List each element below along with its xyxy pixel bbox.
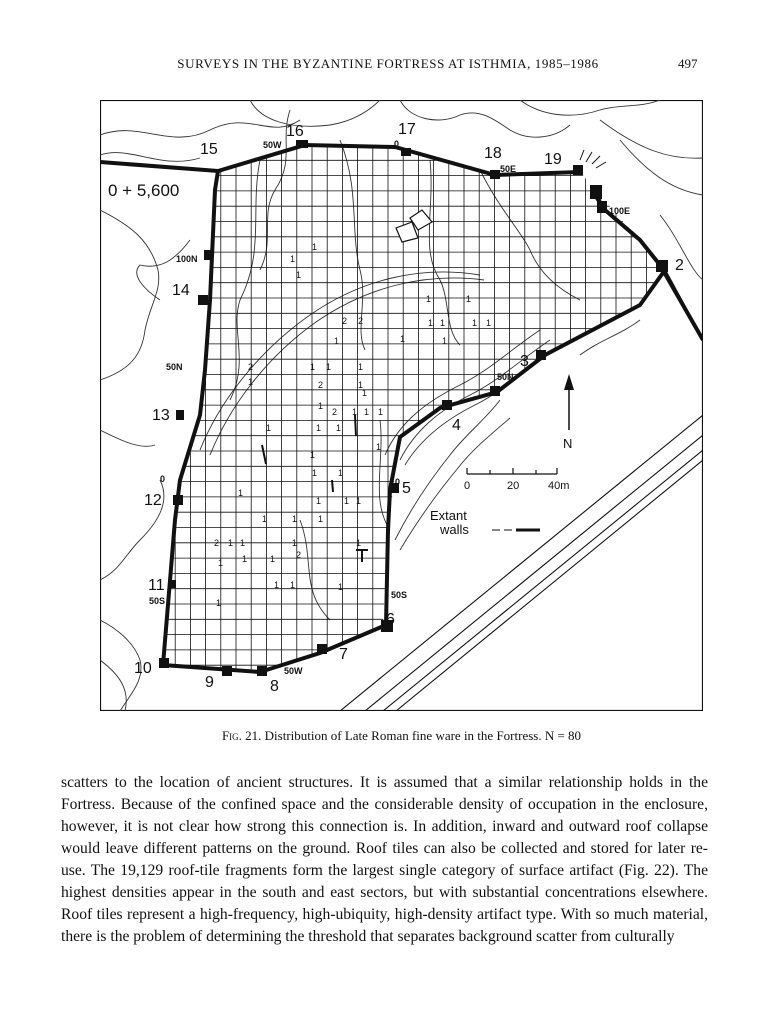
body-paragraph: scatters to the location of ancient structures. It is assumed that a similar relationship holds in the Fortress. Because of the confined space and the considerable density of occupation in the enclosure, however, it is not clear how strong this connection is. In addition, inward and outward roof collapse would leave different patterns on the ground. Roof tiles can also be collected and stored for later re-use. The 19,129 roof-tile fragments form the largest single category of surface artifact (Fig. 22). The highest densities appear in the south and east sectors, but with substantial concentrations elsewhere. Roof tiles represent a high-frequency, high-ubiquity, high-density artifact type. With so much material, there is the problem of determining the threshold that separates background scatter from culturally <box>61 774 708 945</box>
running-head: SURVEYS IN THE BYZANTINE FORTRESS AT ISTHMIA, 1985–1986 <box>177 56 599 71</box>
count-label: 1 <box>400 334 406 344</box>
label-100n: 100N <box>176 254 198 264</box>
count-label: 1 <box>296 270 302 280</box>
tower-label-12: 12 <box>144 492 162 509</box>
label-50w-bottom: 50W <box>284 666 303 676</box>
count-label: 1 <box>428 318 434 328</box>
count-label: 2 <box>296 550 302 560</box>
count-label: 1 <box>356 538 362 548</box>
caption-label: Fig. 21. <box>221 728 262 743</box>
count-label: 1 <box>376 442 382 452</box>
figure-caption <box>100 728 703 744</box>
label-50s-left: 50S <box>149 596 166 606</box>
tower-label-19: 19 <box>544 151 562 168</box>
count-label: 1 <box>228 538 234 548</box>
page-number: 497 <box>678 56 698 71</box>
label-100e: 100E <box>609 206 631 216</box>
count-label: 1 <box>312 468 318 478</box>
count-label: 1 <box>318 514 324 524</box>
count-label: 1 <box>358 380 364 390</box>
count-label: 1 <box>292 514 298 524</box>
count-label: 1 <box>356 496 362 506</box>
north-label: N <box>563 436 573 451</box>
count-label: 1 <box>216 598 222 608</box>
count-label: 1 <box>292 538 298 548</box>
count-label: 1 <box>352 407 358 417</box>
count-label: 1 <box>442 336 448 346</box>
count-label: 1 <box>362 388 368 398</box>
count-label: 1 <box>364 407 370 417</box>
count-label: 2 <box>332 407 338 417</box>
count-label: 1 <box>290 580 296 590</box>
label-50w-top: 50W <box>263 140 282 150</box>
scale-tick-40m: 40m <box>548 480 570 492</box>
label-50s-right: 50S <box>391 590 408 600</box>
tower-label-15: 15 <box>200 141 218 158</box>
caption-text: Distribution of Late Roman fine ware in the Fortress. N = 80 <box>264 728 582 743</box>
count-label: 1 <box>310 362 316 372</box>
count-label: 1 <box>472 318 478 328</box>
count-label: 2 <box>318 380 324 390</box>
count-label: 1 <box>240 538 246 548</box>
count-label: 1 <box>378 407 384 417</box>
tower-label-6: 6 <box>386 611 395 628</box>
tower-label-2: 2 <box>675 257 684 274</box>
count-label: 1 <box>316 423 322 433</box>
legend-line1: Extant <box>430 508 467 523</box>
label-50n-right: 50N <box>497 372 514 382</box>
legend-line2: walls <box>440 522 469 537</box>
tower-label-8: 8 <box>270 678 279 695</box>
count-label: 1 <box>486 318 492 328</box>
tower-label-7: 7 <box>339 646 348 663</box>
count-label: 1 <box>310 450 316 460</box>
scale-tick-0: 0 <box>464 480 471 492</box>
figure-map <box>100 100 703 711</box>
scale-tick-20: 20 <box>507 480 520 492</box>
tower-label-13: 13 <box>152 407 170 424</box>
count-label: 1 <box>248 377 254 387</box>
count-label: 1 <box>338 468 344 478</box>
label-50e: 50E <box>500 164 517 174</box>
tower-label-17: 17 <box>398 121 416 138</box>
label-50n-left: 50N <box>166 362 183 372</box>
count-label: 2 <box>342 316 348 326</box>
tower-label-16: 16 <box>286 123 304 140</box>
label-0-top: 0 <box>394 139 400 149</box>
count-label: 1 <box>326 362 332 372</box>
count-label: 2 <box>358 316 364 326</box>
count-label: 1 <box>274 580 280 590</box>
count-label: 2 <box>214 538 220 548</box>
count-label: 1 <box>426 294 432 304</box>
count-label: 1 <box>270 554 276 564</box>
count-label: 1 <box>318 401 324 411</box>
label-0-right: 0 <box>395 477 401 487</box>
count-label: 1 <box>238 488 244 498</box>
count-label: 1 <box>312 242 318 252</box>
label-0-left: 0 <box>160 474 166 484</box>
count-label: 1 <box>218 558 224 568</box>
count-label: 1 <box>334 336 340 346</box>
tower-label-4: 4 <box>452 417 461 434</box>
tower-label-9: 9 <box>205 674 214 691</box>
tower-label-10: 10 <box>134 660 152 677</box>
station-label: 0 + 5,600 <box>108 181 180 200</box>
count-label: 2 <box>248 362 254 372</box>
count-label: 1 <box>358 362 364 372</box>
count-label: 1 <box>290 254 296 264</box>
tower-label-5: 5 <box>402 480 411 497</box>
fortress-map <box>100 100 703 711</box>
count-label: 1 <box>262 514 268 524</box>
count-label: 1 <box>336 423 342 433</box>
count-label: 1 <box>338 582 344 592</box>
count-label: 1 <box>266 423 272 433</box>
count-label: 1 <box>466 294 472 304</box>
count-label: 1 <box>242 554 248 564</box>
tower-label-3: 3 <box>520 353 529 370</box>
tower-label-11: 11 <box>148 577 165 594</box>
count-label: 1 <box>440 318 446 328</box>
tower-label-18: 18 <box>484 145 502 162</box>
count-label: 1 <box>344 496 350 506</box>
count-label: 1 <box>316 496 322 506</box>
tower-label-14: 14 <box>172 282 190 299</box>
